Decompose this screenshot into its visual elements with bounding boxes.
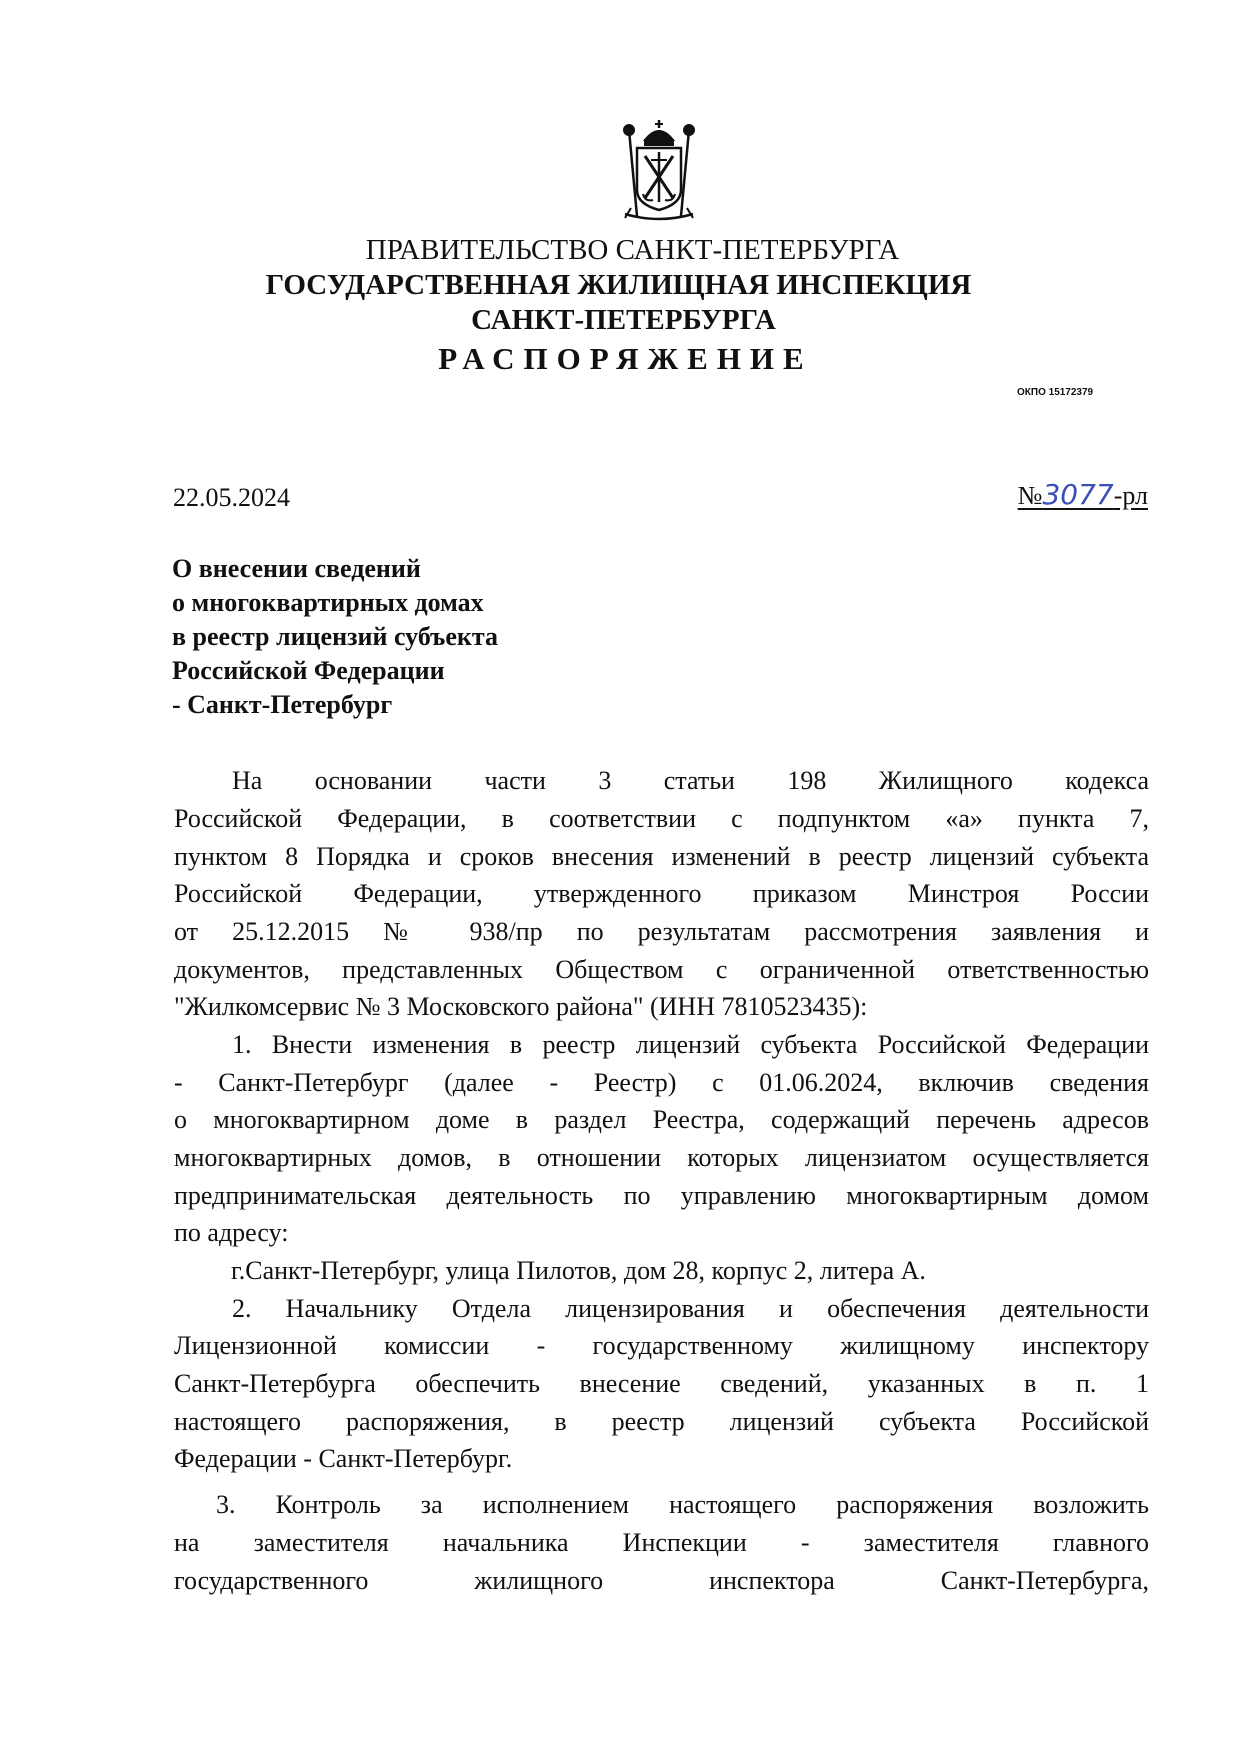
body-line: Федерации - Санкт-Петербург.: [174, 1444, 513, 1473]
document-date: 22.05.2024: [173, 483, 290, 512]
body-line: от 25.12.2015 № 938/пр по результатам рассмотрения заявления и: [174, 917, 1149, 946]
subject-line: О внесении сведений: [172, 554, 421, 583]
body-line: "Жилкомсервис № 3 Московского района" (ИНН 7810523435):: [174, 992, 868, 1021]
body-line: многоквартирных домов, в отношении которых лицензиатом осуществляется: [174, 1143, 1149, 1172]
body-line: документов, представленных Обществом с ограниченной ответственностью: [174, 955, 1149, 984]
subject-line: о многоквартирных домах: [172, 588, 484, 617]
address-line: г.Санкт-Петербург, улица Пилотов, дом 28, корпус 2, литера А.: [231, 1256, 926, 1285]
body-line: Российской Федерации, утвержденного приказом Минстроя России: [174, 879, 1149, 908]
body-line: 2. Начальнику Отдела лицензирования и обеспечения деятельности: [232, 1294, 1149, 1323]
body-line: о многоквартирном доме в раздел Реестра, содержащий перечень адресов: [174, 1105, 1149, 1134]
document-number: [1018, 478, 1148, 511]
body-line: на заместителя начальника Инспекции - заместителя главного: [174, 1528, 1149, 1557]
body-line: предпринимательская деятельность по управлению многоквартирным домом: [174, 1181, 1149, 1210]
body-line: по адресу:: [174, 1218, 289, 1247]
body-line: 3. Контроль за исполнением настоящего распоряжения возложить: [216, 1490, 1149, 1519]
handwritten-number: 3077: [1042, 478, 1114, 511]
coat-of-arms-emblem: [615, 118, 703, 224]
body-line: - Санкт-Петербург (далее - Реестр) с 01.06.2024, включив сведения: [174, 1068, 1149, 1097]
number-prefix: №: [1017, 481, 1043, 510]
subject-line: в реестр лицензий субъекта: [172, 622, 498, 651]
body-line: пунктом 8 Порядка и сроков внесения изменений в реестр лицензий субъекта: [174, 842, 1149, 871]
body-line: На основании части 3 статьи 198 Жилищного кодекса: [232, 766, 1149, 795]
document-type-title: РАСПОРЯЖЕНИЕ: [438, 341, 813, 376]
body-line: Российской Федерации, в соответствии с подпунктом «а» пункта 7,: [174, 804, 1149, 833]
subject-line: - Санкт-Петербург: [172, 690, 393, 719]
agency-name-line1: ГОСУДАРСТВЕННАЯ ЖИЛИЩНАЯ ИНСПЕКЦИЯ: [265, 269, 972, 301]
body-line: Лицензионной комиссии - государственному жилищному инспектору: [174, 1331, 1149, 1360]
body-line: 1. Внести изменения в реестр лицензий субъекта Российской Федерации: [232, 1030, 1149, 1059]
body-line: Санкт-Петербурга обеспечить внесение сведений, указанных в п. 1: [174, 1369, 1149, 1398]
okpo-code: ОКПО 15172379: [1017, 387, 1094, 398]
body-line: настоящего распоряжения, в реестр лицензий субъекта Российской: [174, 1407, 1149, 1436]
government-name: ПРАВИТЕЛЬСТВО САНКТ-ПЕТЕРБУРГА: [365, 234, 900, 266]
number-suffix: -рл: [1113, 481, 1148, 510]
body-line: государственного жилищного инспектора Санкт-Петербурга,: [174, 1566, 1149, 1595]
document-subject: [172, 552, 498, 722]
subject-line: Российской Федерации: [172, 656, 445, 685]
agency-name-line2: САНКТ-ПЕТЕРБУРГА: [471, 304, 776, 336]
